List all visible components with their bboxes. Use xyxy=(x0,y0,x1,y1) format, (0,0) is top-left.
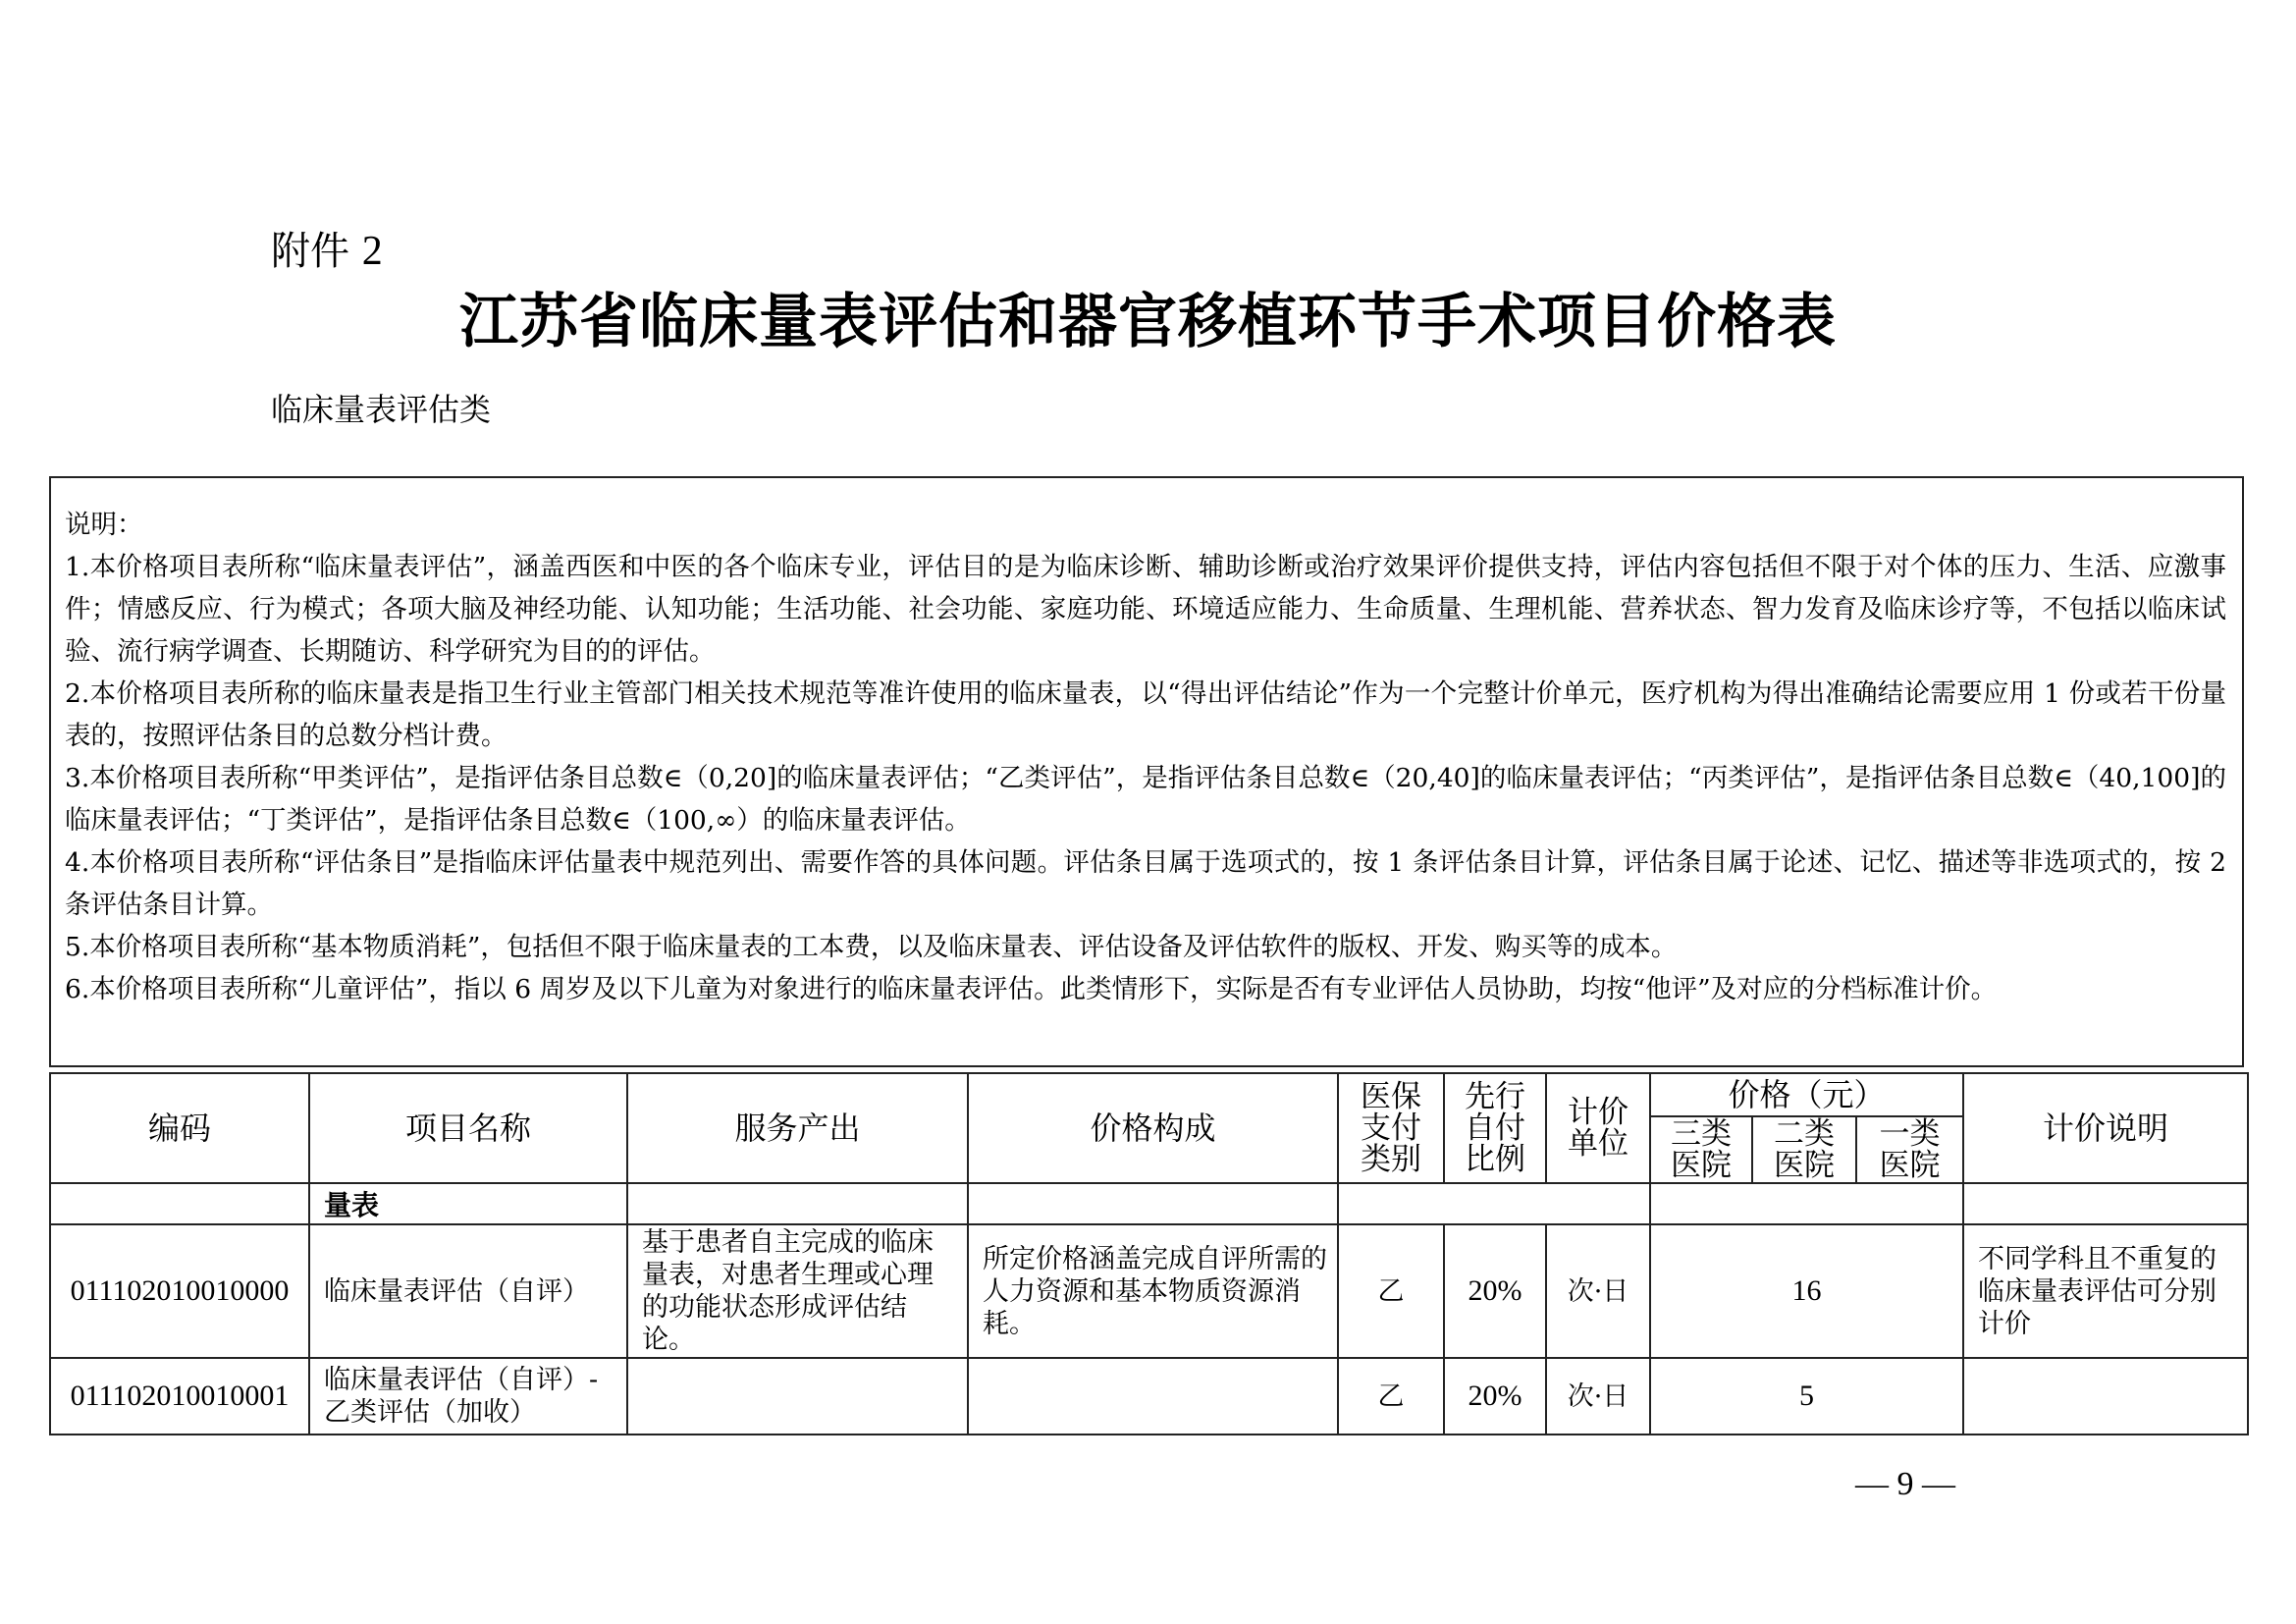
header-selfpay-line2: 自付 xyxy=(1465,1110,1525,1146)
header-unit-line2: 单位 xyxy=(1568,1126,1629,1162)
header-name: 项目名称 xyxy=(309,1073,627,1183)
row-code: 011102010010001 xyxy=(50,1358,309,1435)
header-class3-line1: 三类 xyxy=(1671,1116,1732,1152)
header-class2 xyxy=(1752,1116,1856,1183)
row-composition xyxy=(968,1358,1338,1435)
header-class1 xyxy=(1856,1116,1963,1183)
row-price: 16 xyxy=(1650,1224,1963,1358)
note-item-3: 3.本价格项目表所称“甲类评估”，是指评估条目总数∈（0,20]的临床量表评估；“乙类评估”，是指评估条目总数∈（20,40]的临床量表评估；“丙类评估”，是指评估条目总数∈（40,100]的临床量表评估；“丁类评估”，是指评估条目总数∈（100,∞）的临床量表评估。 xyxy=(65,763,2226,836)
header-class3-line2: 医院 xyxy=(1671,1148,1732,1183)
header-insurance-line2: 支付 xyxy=(1361,1110,1421,1146)
section-empty-cell xyxy=(1650,1183,1963,1224)
header-note: 计价说明 xyxy=(1963,1073,2248,1183)
row-selfpay: 20% xyxy=(1444,1224,1546,1358)
section-empty-cell xyxy=(1338,1183,1650,1224)
row-name: 临床量表评估（自评） xyxy=(309,1224,627,1358)
header-class1-line1: 一类 xyxy=(1879,1116,1941,1152)
header-class1-line2: 医院 xyxy=(1879,1148,1941,1183)
attachment-number: 2 xyxy=(361,229,383,274)
page-number: — 9 — xyxy=(1855,1466,1955,1502)
note-item-6: 6.本价格项目表所称“儿童评估”，指以 6 周岁及以下儿童为对象进行的临床量表评估。此类情形下，实际是否有专业评估人员协助，均按“他评”及对应的分档标准计价。 xyxy=(65,974,1998,1004)
header-unit-line1: 计价 xyxy=(1568,1095,1629,1130)
section-empty-cell xyxy=(627,1183,968,1224)
price-table xyxy=(49,1072,2249,1435)
section-label: 量表 xyxy=(309,1183,627,1224)
section-subtitle: 临床量表评估类 xyxy=(271,391,492,428)
header-price: 价格（元） xyxy=(1650,1073,1963,1116)
row-note: 不同学科且不重复的临床量表评估可分别计价 xyxy=(1963,1224,2248,1358)
section-code-cell xyxy=(50,1183,309,1224)
row-selfpay: 20% xyxy=(1444,1358,1546,1435)
table-row xyxy=(50,1224,2248,1358)
header-unit xyxy=(1546,1073,1650,1183)
note-item-1: 1.本价格项目表所称“临床量表评估”，涵盖西医和中医的各个临床专业，评估目的是为临床诊断、辅助诊断或治疗效果评价提供支持，评估内容包括但不限于对个体的压力、生活、应激事件；情感反应、行为模式；各项大脑及神经功能、认知功能；生活功能、社会功能、家庭功能、环境适应能力、生命质量、生理机能、营养状态、智力发育及临床诊疗等，不包括以临床试验、流行病学调查、长期随访、科学研究为目的的评估。 xyxy=(65,552,2226,667)
header-class2-line1: 二类 xyxy=(1774,1116,1835,1152)
header-code: 编码 xyxy=(50,1073,309,1183)
row-note xyxy=(1963,1358,2248,1435)
section-empty-cell xyxy=(1963,1183,2248,1224)
header-class3 xyxy=(1650,1116,1752,1183)
header-selfpay-line1: 先行 xyxy=(1465,1079,1525,1114)
header-service: 服务产出 xyxy=(627,1073,968,1183)
attachment-label xyxy=(271,220,383,276)
document-title: 江苏省临床量表评估和器官移植环节手术项目价格表 xyxy=(459,288,1837,356)
header-selfpay-line3: 比例 xyxy=(1465,1142,1525,1177)
row-unit: 次·日 xyxy=(1546,1224,1650,1358)
header-selfpay xyxy=(1444,1073,1546,1183)
row-unit: 次·日 xyxy=(1546,1358,1650,1435)
header-class2-line2: 医院 xyxy=(1774,1148,1835,1183)
row-price: 5 xyxy=(1650,1358,1963,1435)
row-code: 011102010010000 xyxy=(50,1224,309,1358)
row-insurance: 乙 xyxy=(1338,1358,1444,1435)
note-item-5: 5.本价格项目表所称“基本物质消耗”，包括但不限于临床量表的工本费，以及临床量表、评估设备及评估软件的版权、开发、购买等的成本。 xyxy=(65,932,1678,962)
row-service: 基于患者自主完成的临床量表，对患者生理或心理的功能状态形成评估结论。 xyxy=(627,1224,968,1358)
notes-heading: 说明： xyxy=(65,510,143,540)
section-row xyxy=(50,1183,2248,1224)
row-insurance: 乙 xyxy=(1338,1224,1444,1358)
header-insurance xyxy=(1338,1073,1444,1183)
attachment-label-text: 附件 xyxy=(271,229,349,274)
section-empty-cell xyxy=(968,1183,1338,1224)
header-insurance-line3: 类别 xyxy=(1361,1142,1421,1177)
row-name: 临床量表评估（自评）-乙类评估（加收） xyxy=(309,1358,627,1435)
note-item-4: 4.本价格项目表所称“评估条目”是指临床评估量表中规范列出、需要作答的具体问题。评估条目属于选项式的，按 1 条评估条目计算，评估条目属于论述、记忆、描述等非选项式的，按 2 条评估条目计算。 xyxy=(65,847,2226,920)
row-service xyxy=(627,1358,968,1435)
table-row xyxy=(50,1358,2248,1435)
header-insurance-line1: 医保 xyxy=(1361,1079,1421,1114)
notes-box xyxy=(49,476,2244,1067)
note-item-2: 2.本价格项目表所称的临床量表是指卫生行业主管部门相关技术规范等准许使用的临床量表，以“得出评估结论”作为一个完整计价单元，医疗机构为得出准确结论需要应用 1 份或若干份量表的，按照评估条目的总数分档计费。 xyxy=(65,678,2226,751)
row-composition: 所定价格涵盖完成自评所需的人力资源和基本物质资源消耗。 xyxy=(968,1224,1338,1358)
header-composition: 价格构成 xyxy=(968,1073,1338,1183)
